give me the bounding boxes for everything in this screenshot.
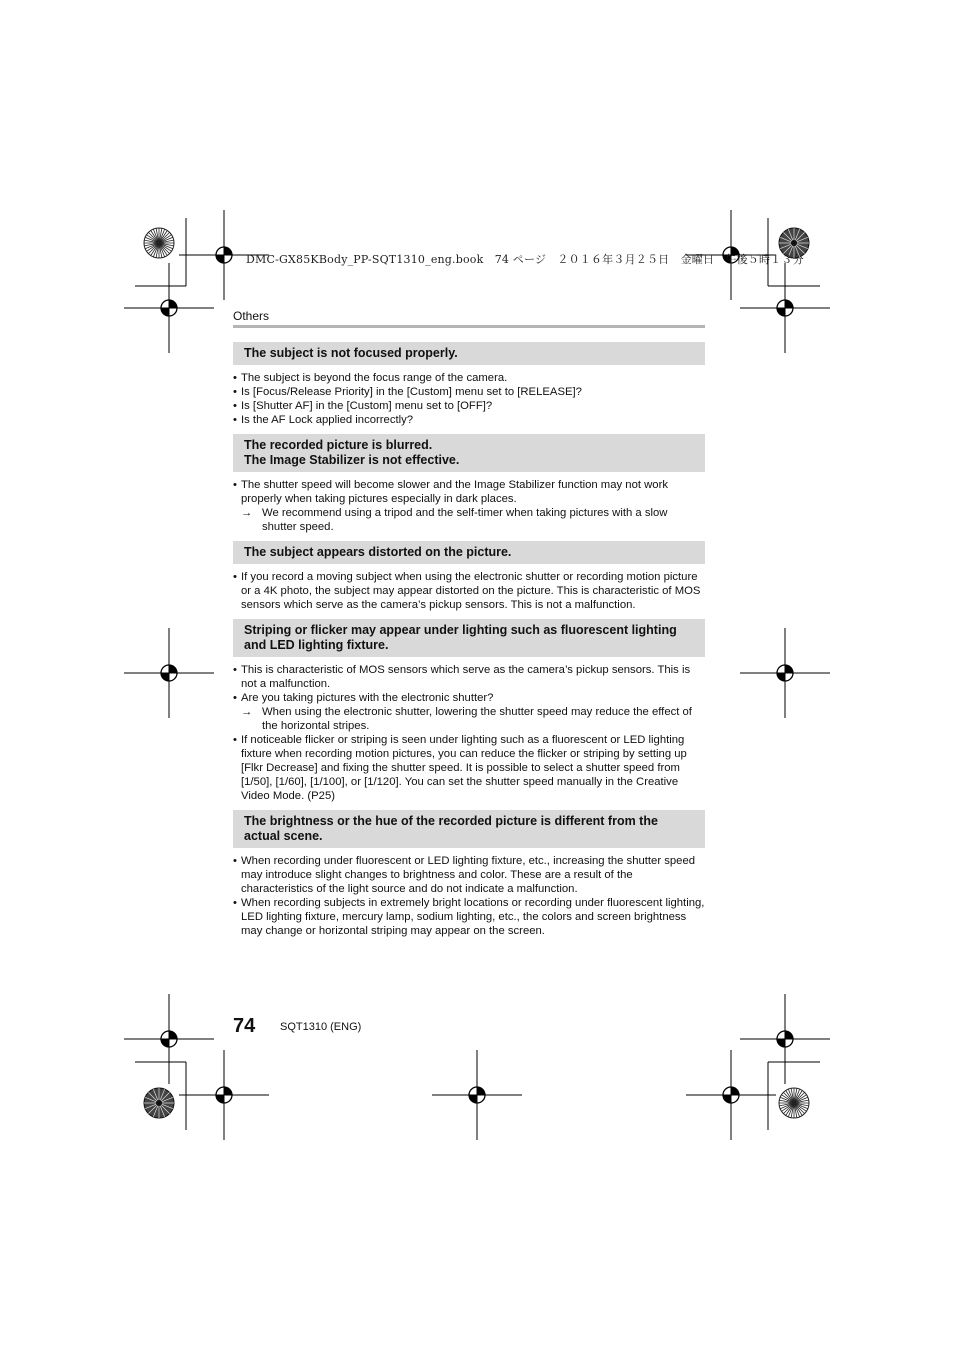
document-code: SQT1310 (ENG) — [280, 1021, 362, 1033]
topic-item-list — [233, 478, 705, 534]
section-divider — [233, 325, 705, 328]
print-header-line: DMC-GX85KBody_PP-SQT1310_eng.book 74 ページ ２０１６年３月２５日 金曜日 午後５時１３分 — [246, 253, 804, 266]
topic-heading — [233, 434, 705, 472]
registration-crosshair-icon — [124, 994, 214, 1084]
bullet-item: • Is [Shutter AF] in the [Custom] menu set to [OFF]? — [233, 399, 705, 413]
topic-heading-line: The brightness or the hue of the recorded picture is different from the actual scene. — [244, 814, 658, 843]
troubleshooting-content — [233, 342, 705, 945]
registration-crosshair-icon — [124, 628, 214, 718]
registration-crosshair-icon — [740, 994, 830, 1084]
bullet-item: • Is the AF Lock applied incorrectly? — [233, 413, 705, 427]
topic-heading — [233, 619, 705, 657]
registration-crosshair-icon — [740, 628, 830, 718]
topic-item-list — [233, 663, 705, 803]
registration-crosshair-icon — [686, 1050, 776, 1140]
registration-crosshair-icon — [179, 1050, 269, 1140]
arrow-item: → When using the electronic shutter, lowering the shutter speed may reduce the effect of the horizontal stripes. — [233, 705, 705, 733]
bullet-item: • The subject is beyond the focus range of the camera. — [233, 371, 705, 385]
bullet-item: • This is characteristic of MOS sensors which serve as the camera’s pickup sensors. This is not a malfunction. — [233, 663, 705, 691]
arrow-item: → We recommend using a tripod and the self-timer when taking pictures with a slow shutter speed. — [233, 506, 705, 534]
topic-heading-line: Striping or flicker may appear under lighting such as fluorescent lighting and LED lighting fixture. — [244, 623, 677, 652]
registration-star-icon — [144, 228, 174, 258]
page-number: 74 — [233, 1015, 256, 1037]
topic-item-list — [233, 371, 705, 427]
registration-crosshair-icon — [124, 263, 214, 353]
bullet-item: • If you record a moving subject when using the electronic shutter or recording motion picture or a 4K photo, the subject may appear distorted on the picture. This is characteristic of MOS sensors which serve as the camera’s pickup sensors. This is not a malfunction. — [233, 570, 705, 612]
bullet-item: • When recording subjects in extremely bright locations or recording under fluorescent lighting, LED lighting fixture, mercury lamp, sodium lighting, etc., the colors and screen brightness may change or horizontal striping may appear on the screen. — [233, 896, 705, 938]
section-label: Others — [233, 309, 270, 323]
bullet-item: • Is [Focus/Release Priority] in the [Custom] menu set to [RELEASE]? — [233, 385, 705, 399]
registration-crosshair-icon — [432, 1050, 522, 1140]
topic-heading-line: The subject is not focused properly. — [244, 346, 458, 360]
bullet-item: • Are you taking pictures with the electronic shutter? — [233, 691, 705, 705]
topic-heading — [233, 342, 705, 365]
topic-heading-line: The recorded picture is blurred. — [244, 438, 433, 452]
bullet-item: • If noticeable flicker or striping is seen under lighting such as a fluorescent or LED lighting fixture when recording motion pictures, you can reduce the flicker or striping by setting up [Flkr Decrease] and fixing the shutter speed. It is possible to select a shutter speed from [1/50], [1/60], [1/100], or [1/120]. You can set the shutter speed manually in the Creative Video Mode. (P25) — [233, 733, 705, 803]
bullet-item: • When recording under fluorescent or LED lighting fixture, etc., increasing the shutter speed may introduce slight changes to brightness and color. These are a result of the characteristics of the light source and do not indicate a malfunction. — [233, 854, 705, 896]
topic-heading-line: The subject appears distorted on the picture. — [244, 545, 512, 559]
topic-heading — [233, 541, 705, 564]
topic-heading — [233, 810, 705, 848]
registration-star-icon — [779, 1088, 809, 1118]
topic-item-list — [233, 854, 705, 938]
bullet-item: • The shutter speed will become slower and the Image Stabilizer function may not work properly when taking pictures especially in dark places. — [233, 478, 705, 506]
topic-item-list — [233, 570, 705, 612]
registration-star-icon — [144, 1088, 174, 1118]
registration-crosshair-icon — [740, 263, 830, 353]
topic-heading-line: The Image Stabilizer is not effective. — [244, 453, 460, 467]
